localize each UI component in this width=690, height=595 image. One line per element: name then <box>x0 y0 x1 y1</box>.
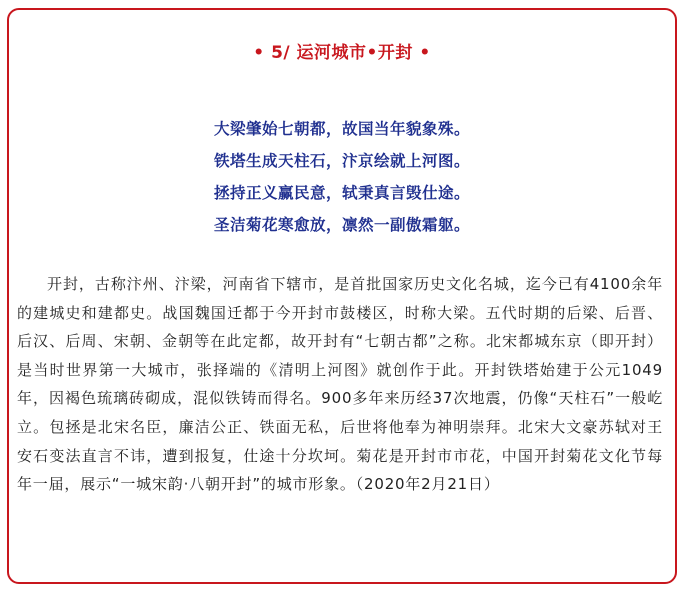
poem-line: 拯持正义赢民意，轼秉真言毁仕途。 <box>213 184 470 202</box>
article-body: 开封，古称汴州、汴梁，河南省下辖市，是首批国家历史文化名城，迄今已有4100余年的建城史和建都史。战国魏国迁都于今开封市鼓楼区，时称大梁。五代时期的后梁、后晋、后汉、后周、宋朝、金朝等在此定都，故开封有“七朝古都”之称。北宋都城东京（即开封）是当时世界第一大城市，张择端的《清明上河图》就创作于此。开封铁塔始建于公元1049年，因褐色琉璃砖砌成，混似铁铸而得名。900多年来历经37次地震，仍像“天柱石”一般屹立。包拯是北宋名臣，廉洁公正、铁面无私，后世将他奉为神明崇拜。北宋大文豪苏轼对王安石变法直言不讳，遭到报复，仕途十分坎坷。菊花是开封市市花，中国开封菊花文化节每年一届，展示“一城宋韵·八朝开封”的城市形象。（2020年2月21日） <box>17 275 663 494</box>
poem <box>9 113 675 241</box>
article-card <box>7 8 677 584</box>
article-title: • 5/ 运河城市•开封 • <box>253 43 431 63</box>
poem-line: 铁塔生成天柱石，汴京绘就上河图。 <box>213 152 470 170</box>
poem-line: 大梁肇始七朝都，故国当年貌象殊。 <box>213 120 470 138</box>
poem-line: 圣洁菊花寒愈放，凛然一副傲霜躯。 <box>213 216 470 234</box>
